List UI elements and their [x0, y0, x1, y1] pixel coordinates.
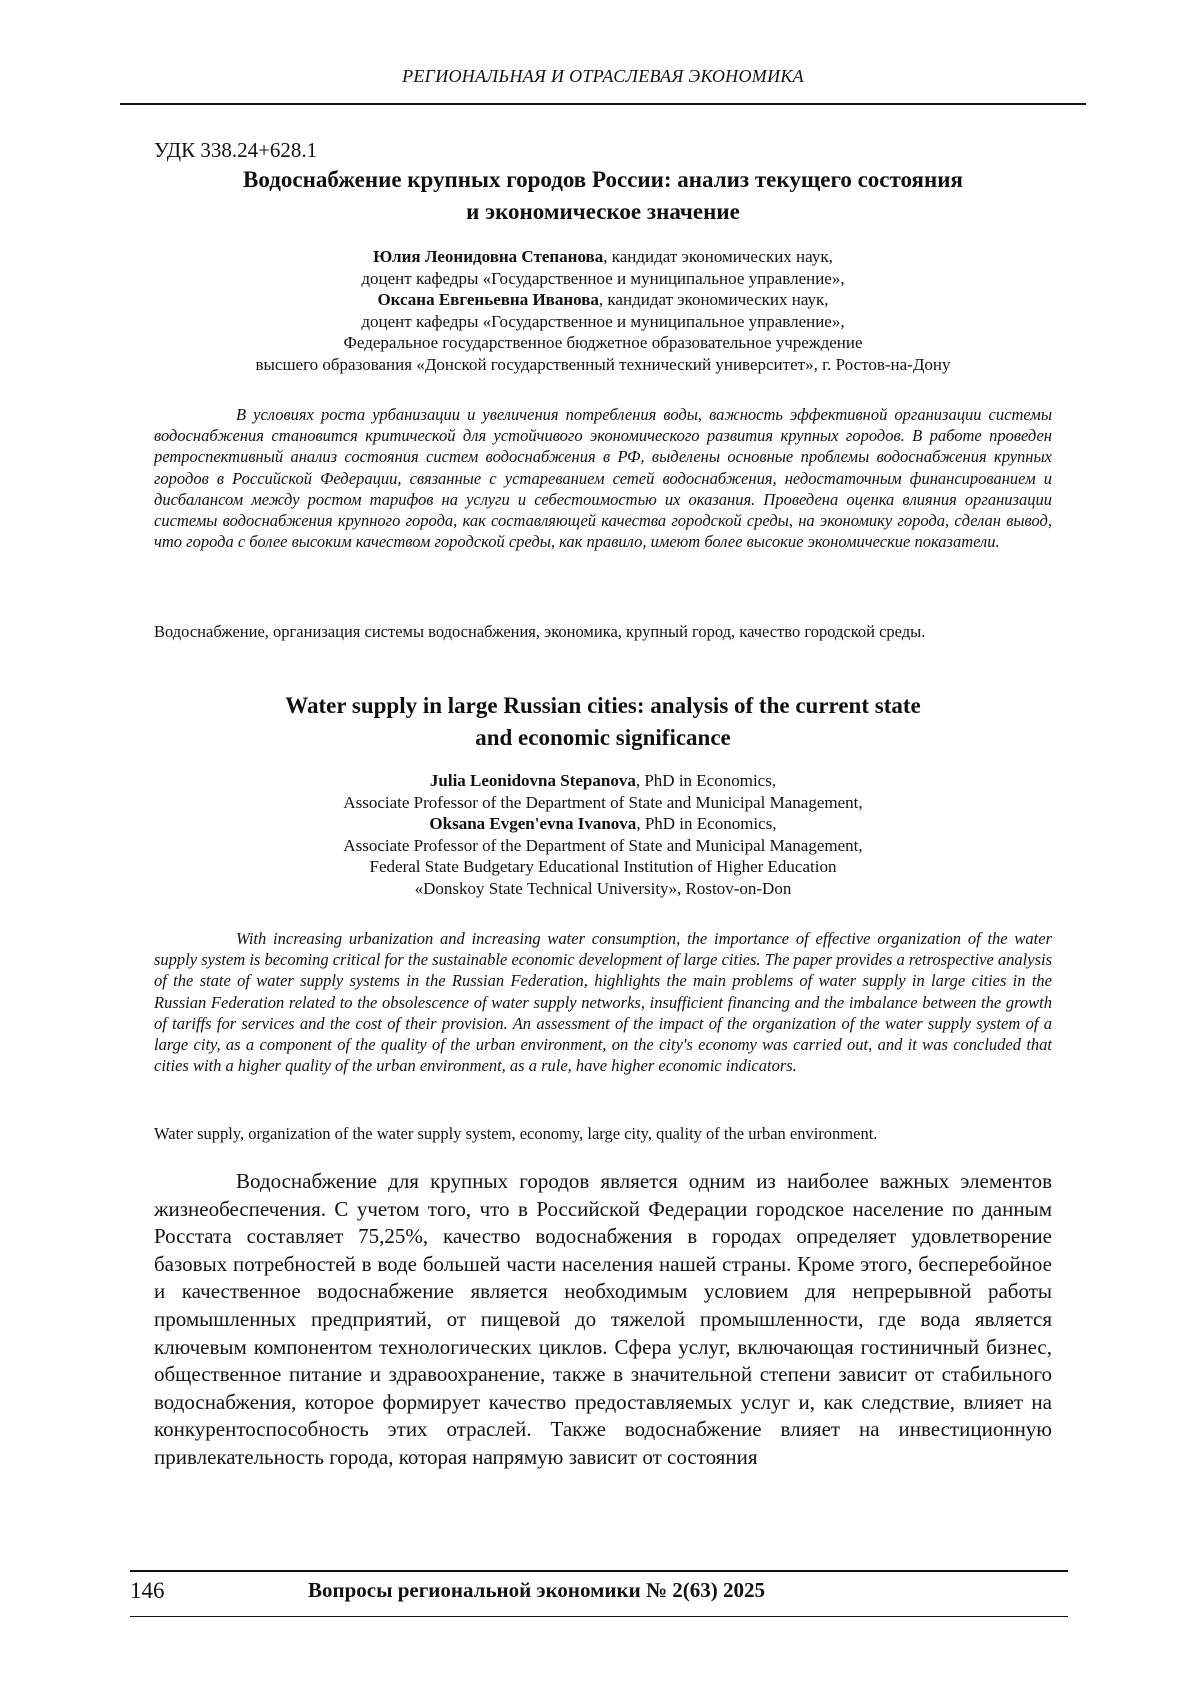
institution-en-line2: «Donskoy State Technical University», Rostov-on-Don: [414, 878, 792, 898]
header-rule: [120, 103, 1086, 105]
author2-position-ru: доцент кафедры «Государственное и муниципальное управление»,: [361, 311, 845, 331]
title-ru-line1: Водоснабжение крупных городов России: анализ текущего состояния: [243, 167, 963, 192]
article-title-ru: [154, 164, 1052, 228]
title-en-line1: Water supply in large Russian cities: analysis of the current state: [285, 693, 921, 718]
institution-ru-line1: Федеральное государственное бюджетное образовательное учреждение: [343, 333, 863, 352]
author1-en: [154, 770, 1052, 792]
author1-name-en: Julia Leonidovna Stepanova: [429, 771, 636, 790]
title-ru-line2: и экономическое значение: [466, 199, 740, 224]
author2-degree-ru: , кандидат экономических наук,: [598, 290, 829, 309]
institution-en-line1: Federal State Budgetary Educational Institution of Higher Education: [369, 857, 837, 876]
udc-code: УДК 338.24+628.1: [154, 138, 318, 162]
author2-name-en: Oksana Evgen'evna Ivanova: [429, 814, 637, 833]
author1-ru: [154, 246, 1052, 268]
author1-position-en: Associate Professor of the Department of State and Municipal Management,: [343, 792, 863, 812]
running-header: РЕГИОНАЛЬНАЯ И ОТРАСЛЕВАЯ ЭКОНОМИКА: [402, 66, 804, 86]
author2-degree-en: , PhD in Economics,: [636, 814, 777, 833]
author2-name-ru: Оксана Евгеньевна Иванова: [377, 290, 599, 309]
abstract-ru: В условиях роста урбанизации и увеличения потребления воды, важность эффективной организации системы водоснабжения становится критической для устойчивого экономического развития крупных городов. В работе проведен ретроспективный анализ состояния систем водоснабжения в РФ, выделены основные проблемы водоснабжения крупных городов в Российской Федерации, связанные с устареванием сетей водоснабжения, недостаточным финансированием и дисбалансом между ростом тарифов на услуги и себестоимостью их оказания. Проведена оценка влияния организации системы водоснабжения крупного города, как составляющей качества городской среды, на экономику города, сделан вывод, что города с более высоким качеством городской среды, как правило, имеют более высокие экономические показатели.: [154, 405, 1052, 552]
abstract-en: With increasing urbanization and increasing water consumption, the importance of effective organization of the water supply system is becoming critical for the sustainable economic development of large cities. The paper provides a retrospective analysis of the state of water supply systems in the Russian Federation, highlights the main problems of water supply in large cities in the Russian Federation related to the obsolescence of water supply networks, insufficient financing and the imbalance between the growth of tariffs for services and the cost of their provision. An assessment of the impact of the organization of the water supply system of a large city, as a component of the quality of the urban environment, on the city's economy was carried out, and it was concluded that cities with a higher quality of the urban environment, as a rule, have higher economic indicators.: [154, 929, 1053, 1076]
title-en-line2: and economic significance: [475, 725, 731, 750]
authors-block-ru: [154, 246, 1052, 375]
author1-degree-ru: , кандидат экономических наук,: [603, 247, 833, 266]
author1-position-ru: доцент кафедры «Государственное и муниципальное управление»,: [361, 268, 845, 288]
article-title-en: [154, 690, 1052, 754]
author2-en: [154, 813, 1052, 835]
institution-ru-line2: высшего образования «Донской государственный технический университет», г. Ростов-на-Дону: [255, 354, 951, 374]
author2-position-en: Associate Professor of the Department of State and Municipal Management,: [343, 835, 863, 855]
author2-ru: [154, 289, 1052, 311]
authors-block-en: [154, 770, 1052, 899]
author1-degree-en: , PhD in Economics,: [635, 771, 777, 790]
footer-rule-bottom: [130, 1616, 1068, 1617]
author1-name-ru: Юлия Леонидовна Степанова: [373, 247, 604, 266]
keywords-ru: Водоснабжение, организация системы водоснабжения, экономика, крупный город, качество городской среды.: [154, 622, 926, 641]
keywords-en: Water supply, organization of the water supply system, economy, large city, quality of the urban environment.: [154, 1124, 878, 1143]
journal-name: Вопросы региональной экономики № 2(63) 2025: [308, 1578, 766, 1602]
footer-rule-top: [130, 1570, 1068, 1572]
body-paragraph: Водоснабжение для крупных городов является одним из наиболее важных элементов жизнеобеспечения. С учетом того, что в Российской Федерации городское население по данным Росстата составляет 75,25%, качество водоснабжения в городах определяет удовлетворение базовых потребностей в воде большей части населения нашей страны. Кроме этого, бесперебойное и качественное водоснабжение является необходимым условием для непрерывной работы промышленных предприятий, от пищевой до тяжелой промышленности, где вода является ключевым компонентом технологических циклов. Сфера услуг, включающая гостиничный бизнес, общественное питание и здравоохранение, также в значительной степени зависит от стабильного водоснабжения, которое формирует качество предоставляемых услуг и, как следствие, влияет на конкурентоспособность этих отраслей. Также водоснабжение влияет на инвестиционную привлекательность города, которая напрямую зависит от состояния: [154, 1169, 1052, 1469]
page-number: 146: [130, 1578, 165, 1603]
